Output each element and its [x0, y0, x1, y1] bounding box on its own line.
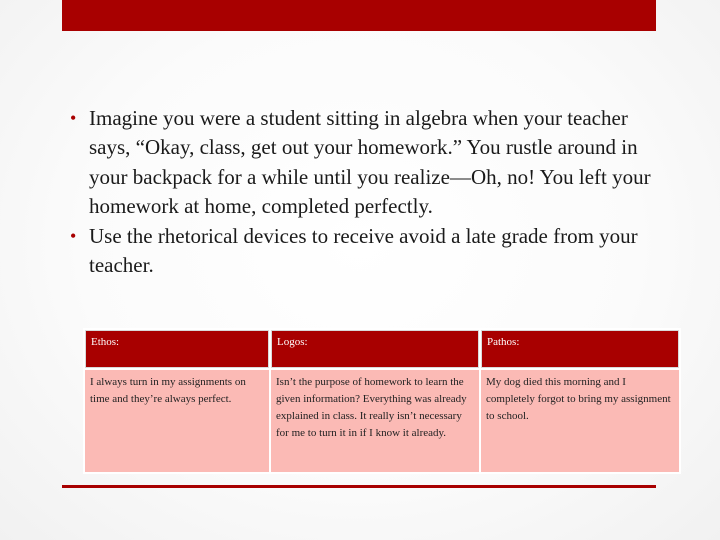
bullet-text: Imagine you were a student sitting in algebra when your teacher says, “Okay, class, get out your homework.” You rustle around in your backpack for a while until you realize—Oh, no! You left your homework at home, completed perfectly. — [89, 106, 651, 219]
cell-logos: Isn’t the purpose of homework to learn the given information? Everything was already explained in class. It really isn’t necessary for me to turn it in if I know it already. — [270, 369, 480, 473]
bullet-item — [70, 104, 670, 222]
header-pathos: Pathos: — [480, 329, 680, 369]
table-header-row — [84, 329, 680, 369]
table-row — [84, 369, 680, 473]
cell-ethos: I always turn in my assignments on time and they’re always perfect. — [84, 369, 270, 473]
rhetorical-devices-table — [83, 328, 681, 474]
header-ethos: Ethos: — [84, 329, 270, 369]
top-accent-bar — [62, 0, 656, 31]
bullet-item — [70, 222, 670, 281]
bullet-list — [70, 104, 670, 280]
header-logos: Logos: — [270, 329, 480, 369]
bottom-accent-line — [62, 485, 656, 488]
bullet-text: Use the rhetorical devices to receive avoid a late grade from your teacher. — [89, 223, 638, 278]
bullet-icon: • — [70, 225, 77, 246]
bullet-icon: • — [70, 108, 77, 128]
cell-pathos: My dog died this morning and I completely forgot to bring my assignment to school. — [480, 369, 680, 473]
